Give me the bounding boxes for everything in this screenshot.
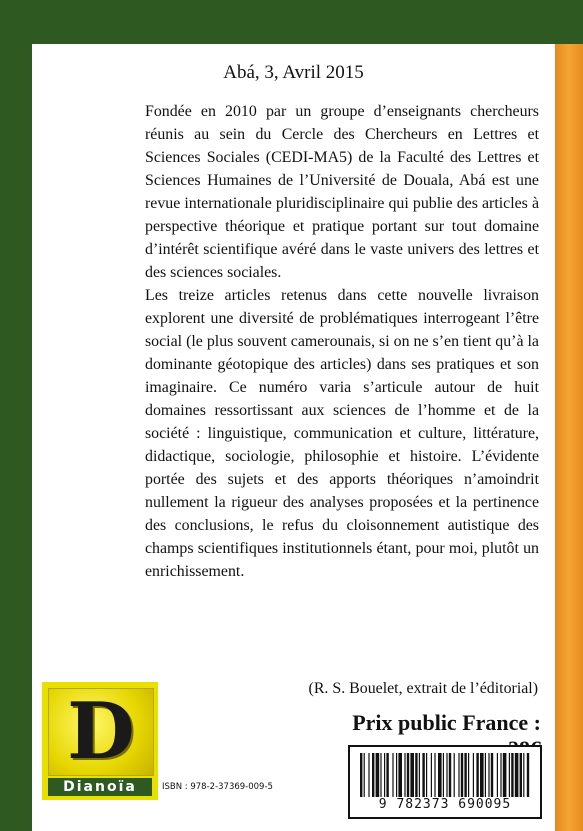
top-green-band <box>0 0 583 44</box>
barcode-digits: 9 782373 690095 <box>378 797 512 812</box>
barcode-bar <box>415 753 417 797</box>
barcode-bar <box>520 753 522 797</box>
barcode-bar <box>392 753 393 797</box>
barcode-bar <box>410 753 414 797</box>
orange-edge-strip <box>555 44 583 831</box>
barcode-bar <box>372 753 374 797</box>
barcode-bar <box>461 753 463 797</box>
paragraph-1: Fondée en 2010 par un groupe d’enseignants chercheurs réunis au sein du Cercle des Chercheurs en Lettres et Sciences Sociales (CEDI-MA5) de la Faculté des Lettres et Sciences Humaines de l’Université de Douala, Abá est une revue internationale pluridisciplinaire qui publie des articles à perspective théorique et pratique portant sur tout domaine d’intérêt scientifique avéré dans le vaste univers des lettres et des sciences sociales. <box>145 103 539 281</box>
editorial-text <box>145 100 539 583</box>
barcode-bar <box>380 753 381 797</box>
barcode-bar <box>443 753 444 797</box>
barcode-bar <box>386 753 388 797</box>
barcode-bar <box>476 753 478 797</box>
barcode-bar <box>368 753 369 797</box>
barcode-bar <box>407 753 409 797</box>
barcode-bar <box>485 753 486 797</box>
barcode-bar <box>419 753 420 797</box>
barcode-bar <box>422 753 424 797</box>
barcode-bar <box>398 753 402 797</box>
barcode-bar <box>364 753 365 797</box>
isbn-text: ISBN : 978-2-37369-009-5 <box>162 782 273 792</box>
barcode-bar <box>431 753 432 797</box>
barcode-bar <box>468 753 469 797</box>
paragraph-2: Les treize articles retenus dans cette nouvelle livraison explorent une diversité de problématiques interrogeant l’être social (le plus souvent camerounais, si on ne s’en tient qu’à la dominante géotopique des articles) dans ses pratiques et son imaginaire. Ce numéro varia s’articule autour de huit domaines ressortissant aux sciences de l’homme et de la société : linguistique, communication et culture, littérature, didactique, sociologie, philosophie et histoire. L’évidente portée des sujets et des apports théoriques n’amoindrit nullement la rigueur des analyses proposées et la pertinence des conclusions, le refus du cloisonnement autistique des champs scientifiques institutionnels étant, pour moi, plutôt un enrichissement. <box>145 287 539 580</box>
barcode-bar <box>491 753 493 797</box>
barcode-bar <box>488 753 489 797</box>
barcode-bar <box>527 753 529 797</box>
price-label: Prix public France : <box>352 710 541 735</box>
left-green-band <box>0 44 32 831</box>
barcode-bar <box>464 753 466 797</box>
barcode-bar <box>509 753 510 797</box>
barcode-bar <box>396 753 397 797</box>
publisher-logo <box>42 682 158 800</box>
barcode-bar <box>497 753 498 797</box>
barcode-bar <box>449 753 451 797</box>
barcode-bar <box>404 753 405 797</box>
editorial-signature: (R. S. Bouelet, extrait de l’éditorial) <box>308 680 538 697</box>
barcode-bar <box>384 753 385 797</box>
logo-emblem <box>48 688 154 776</box>
barcode-bar <box>434 753 435 797</box>
barcode-bar <box>438 753 442 797</box>
barcode <box>348 745 542 819</box>
barcode-bar <box>426 753 427 797</box>
barcode-bar <box>500 753 501 797</box>
barcode-bar <box>458 753 459 797</box>
barcode-bar <box>511 753 513 797</box>
barcode-bar <box>503 753 507 797</box>
barcode-bar <box>515 753 519 797</box>
barcode-bar <box>473 753 474 797</box>
barcode-bar <box>523 753 524 797</box>
barcode-bar <box>446 753 447 797</box>
barcode-bar <box>454 753 455 797</box>
publisher-name: Dianoïa <box>48 778 152 796</box>
date-line: Abá, 3, Avril 2015 <box>223 62 364 83</box>
barcode-bar <box>376 753 380 797</box>
barcode-bars <box>358 753 532 797</box>
barcode-bar <box>480 753 484 797</box>
barcode-bar <box>360 753 362 797</box>
logo-letter: D <box>67 686 135 777</box>
